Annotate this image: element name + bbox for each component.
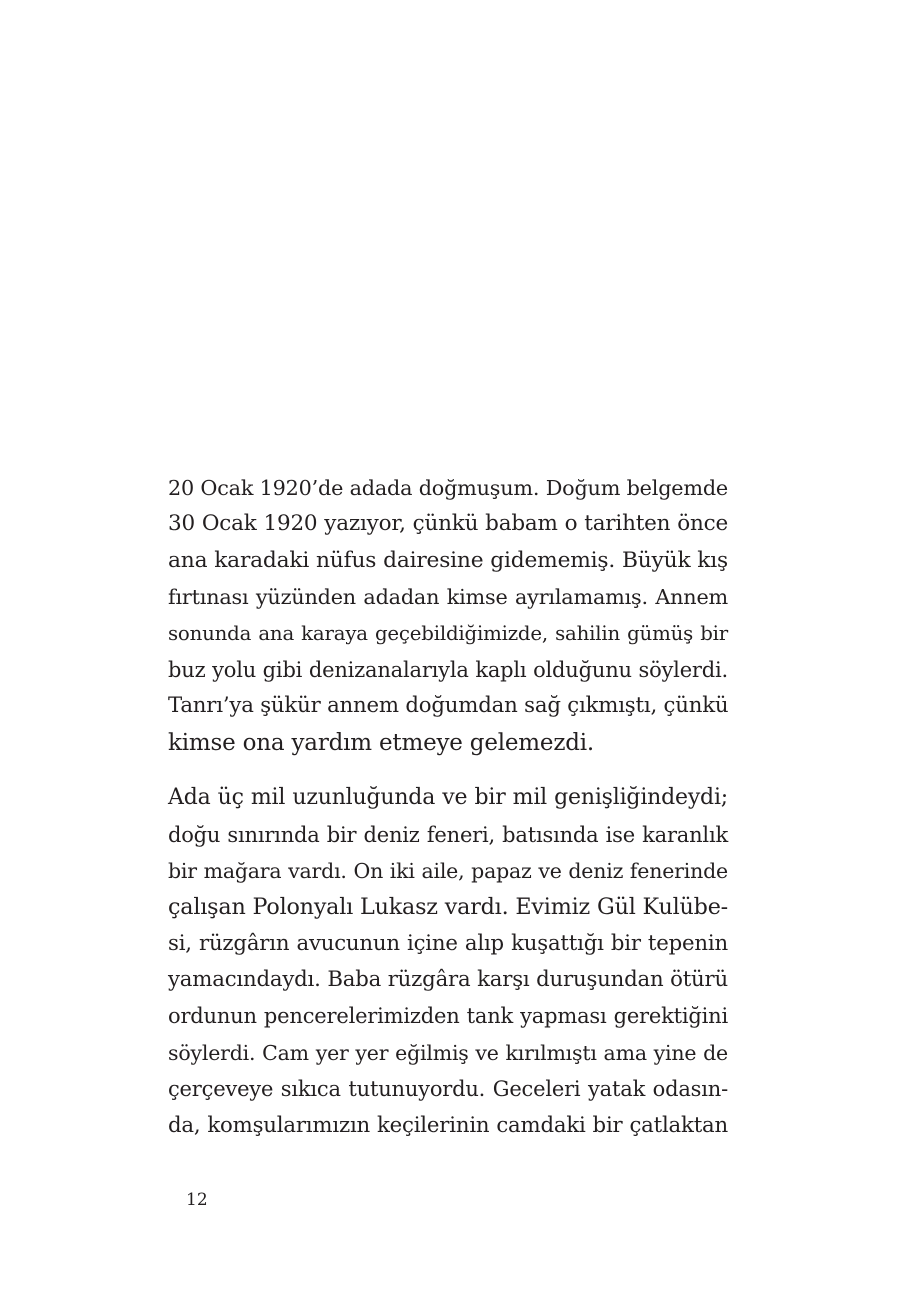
paragraph-1 <box>168 470 728 761</box>
text-line: ordunun pencerelerimizden tank yapması gerektiğini <box>168 1004 728 1029</box>
text-line: 30 Ocak 1920 yazıyor, çünkü babam o tarihten önce <box>168 511 728 537</box>
text-line: bir mağara vardı. On iki aile, papaz ve deniz fenerinde <box>168 858 728 883</box>
text-line: kimse ona yardım etmeye gelemezdi. <box>168 729 595 756</box>
text-line: da, komşularımızın keçilerinin camdaki bir çatlaktan <box>168 1112 728 1138</box>
body-text <box>168 470 728 1144</box>
text-line: Tanrı’ya şükür annem doğumdan sağ çıkmıştı, çünkü <box>168 693 729 719</box>
page-number: 12 <box>186 1190 208 1210</box>
text-line: Ada üç mil uzunluğunda ve bir mil genişliğindeydi; <box>168 785 728 811</box>
text-line: çalışan Polonyalı Lukasz vardı. Evimiz Gül Kulübe- <box>168 894 728 921</box>
text-line: yamacındaydı. Baba rüzgâra karşı duruşundan ötürü <box>168 967 728 993</box>
text-line: söylerdi. Cam yer yer eğilmiş ve kırılmıştı ama yine de <box>168 1040 728 1065</box>
text-line: buz yolu gibi denizanalarıyla kaplı olduğunu söylerdi. <box>168 657 728 682</box>
text-line: si, rüzgârın avucunun içine alıp kuşattığı bir tepenin <box>168 930 728 956</box>
text-line: ana karadaki nüfus dairesine gidememiş. Büyük kış <box>168 547 728 573</box>
text-line: 20 Ocak 1920’de adada doğmuşum. Doğum belgemde <box>168 476 728 500</box>
text-line: doğu sınırında bir deniz feneri, batısında ise karanlık <box>168 822 728 847</box>
text-line: çerçeveye sıkıca tutunuyordu. Geceleri yatak odasın- <box>168 1077 728 1102</box>
text-line: fırtınası yüzünden adadan kimse ayrılamamış. Annem <box>168 585 728 610</box>
text-line: sonunda ana karaya geçebildiğimizde, sahilin gümüş bir <box>168 621 728 645</box>
paragraph-2 <box>168 780 728 1144</box>
